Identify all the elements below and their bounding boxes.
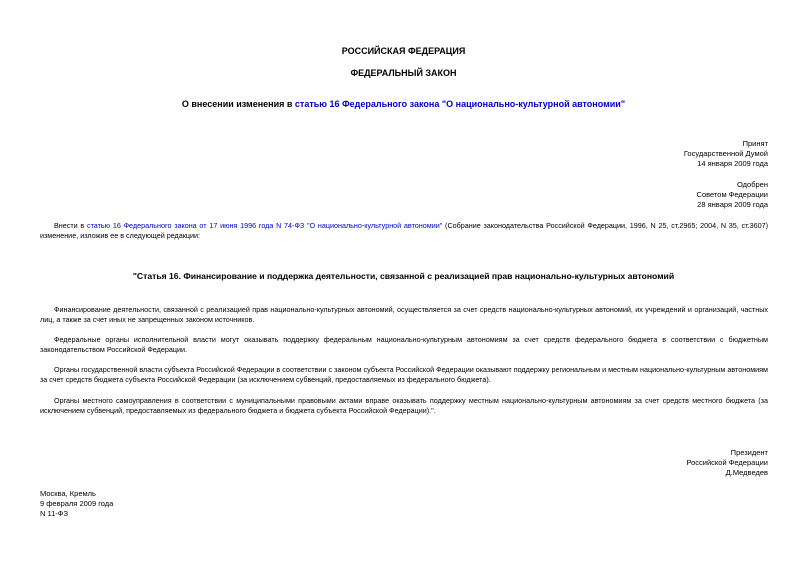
intro-paragraph — [40, 221, 768, 241]
council-approval-block — [697, 180, 768, 210]
signing-date: 9 февраля 2009 года — [40, 499, 114, 508]
signature-block — [686, 448, 768, 478]
duma-adopted-label: Принят — [742, 139, 768, 148]
council-date: 28 января 2009 года — [697, 200, 768, 209]
law-title-link[interactable]: статью 16 Федерального закона "О национально-культурной автономии" — [294, 99, 626, 109]
law-title-prefix: О внесении изменения в — [181, 99, 295, 109]
council-name: Советом Федерации — [696, 190, 768, 199]
council-approved-label: Одобрен — [737, 180, 768, 189]
signature-name: Д.Медведев — [725, 468, 768, 477]
duma-adoption-block — [684, 139, 768, 169]
article-paragraph-3: Органы государственной власти субъекта Российской Федерации в соответствии с законом субъекта Российской Федерации оказывают поддержку региональным и местным национально-культурным автономиям за счет средств бюджета субъекта Российской Федерации (за исключением субвенций, предоставляемых из федерального бюджета). — [40, 365, 768, 384]
article-paragraph-2: Федеральные органы исполнительной власти могут оказывать поддержку федеральным национально-культурным автономиям за счет средств федерального бюджета в соответствии с бюджетным законодательством Российской Федерации. — [40, 335, 768, 354]
duma-name: Государственной Думой — [683, 149, 768, 158]
intro-suffix: (Собрание законодательства Российской Федерации, 1996, N 25, ст.2965; 2004, N 35, ст.3607) изменение, изложив ее в следующей редакции: — [40, 221, 768, 240]
country-heading: РОССИЙСКАЯ ФЕДЕРАЦИЯ — [341, 46, 466, 56]
law-number: N 11-ФЗ — [40, 509, 69, 518]
duma-date: 14 января 2009 года — [697, 159, 768, 168]
signing-place: Москва, Кремль — [40, 489, 96, 498]
law-type-heading: ФЕДЕРАЛЬНЫЙ ЗАКОН — [350, 68, 457, 78]
article-title: "Статья 16. Финансирование и поддержка деятельности, связанной с реализацией прав национально-культурных автономий — [132, 271, 675, 281]
signature-country: Российской Федерации — [686, 458, 768, 467]
signature-title: Президент — [730, 448, 768, 457]
article-paragraph-1: Финансирование деятельности, связанной с реализацией прав национально-культурных автономий, осуществляется за счет средств национально-культурных автономий, их учреждений и организаций, частных лиц, а также за счет иных не запрещенных законом источников. — [40, 305, 768, 324]
intro-article-link[interactable]: статью 16 Федерального закона от 17 июня 1996 года N 74-ФЗ "О национально-культурной автономии" — [87, 221, 443, 230]
article-paragraph-4: Органы местного самоуправления в соответствии с муниципальными правовыми актами вправе оказывать поддержку местным национально-культурным автономиям за счет средств местного бюджета (за исключением субвенций, предоставляемых из федерального бюджета и бюджета субъекта Российской Федерации).". — [40, 396, 768, 415]
law-title — [0, 99, 807, 110]
intro-prefix: Внести в — [54, 221, 87, 230]
place-date-block — [40, 489, 113, 519]
